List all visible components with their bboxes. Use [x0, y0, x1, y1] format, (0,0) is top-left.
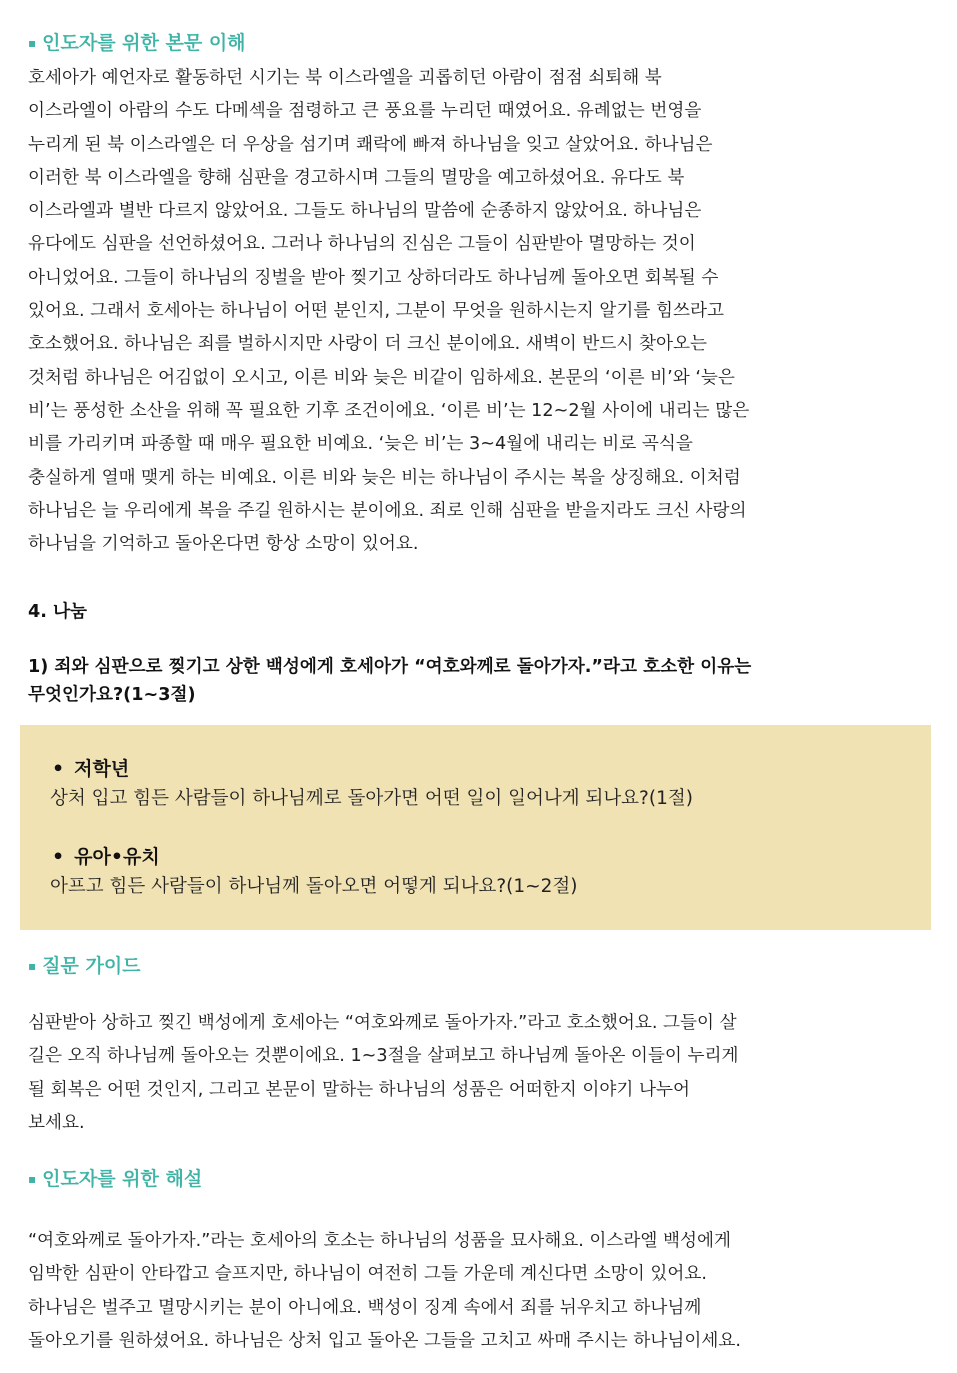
paragraph-line: 것처럼 하나님은 어김없이 오시고, 이른 비와 늦은 비같이 임하세요. 본문의 ‘이른 비’와 ‘늦은	[28, 367, 735, 388]
square-bullet-icon: ▪	[28, 36, 37, 50]
grade-questions-box	[20, 725, 931, 930]
paragraph-line: 하나님은 벌주고 멸망시키는 분이 아니에요. 백성이 징계 속에서 죄를 뉘우치고 하나님께	[28, 1297, 702, 1318]
sharing-heading-text: 4. 나눔	[28, 602, 88, 622]
understanding-paragraph	[28, 62, 938, 561]
paragraph-line: 이스라엘이 아람의 수도 다메섹을 점령하고 큰 풍요를 누리던 때였어요. 유례없는 번영을	[28, 101, 702, 122]
section-title-question-guide	[28, 954, 141, 978]
paragraph-line: 있어요. 그래서 호세아는 하나님이 어떤 분인지, 그분이 무엇을 원하시는지 알기를 힘쓰라고	[28, 301, 724, 322]
square-bullet-icon: ▪	[28, 1172, 37, 1186]
grade-title-lower-elementary	[52, 755, 129, 783]
sharing-question	[28, 653, 938, 709]
grade-title-text: 유아•유치	[74, 846, 160, 868]
paragraph-line: 임박한 심판이 안타깝고 슬프지만, 하나님이 여전히 그들 가운데 계신다면 소망이 있어요.	[28, 1264, 707, 1285]
paragraph-line: 이러한 북 이스라엘을 향해 심판을 경고하시며 그들의 멸망을 예고하셨어요. 유다도 북	[28, 167, 685, 188]
paragraph-line: 아니었어요. 그들이 하나님의 징벌을 받아 찢기고 상하더라도 하나님께 돌아오면 회복될 수	[28, 267, 719, 288]
sharing-heading	[28, 598, 938, 626]
square-bullet-icon: ▪	[28, 959, 37, 973]
grade-question-preschool: 아프고 힘든 사람들이 하나님께 돌아오면 어떻게 되나요?(1~2절)	[50, 876, 578, 897]
paragraph-line: 호세아가 예언자로 활동하던 시기는 북 이스라엘을 괴롭히던 아람이 점점 쇠퇴해 북	[28, 68, 662, 88]
question-guide-paragraph	[28, 1007, 938, 1140]
paragraph-line: 호소했어요. 하나님은 죄를 벌하시지만 사랑이 더 크신 분이에요. 새벽이 반드시 찾아오는	[28, 334, 707, 355]
paragraph-line: 보세요.	[28, 1112, 85, 1133]
paragraph-line: 하나님은 늘 우리에게 복을 주길 원하시는 분이에요. 죄로 인해 심판을 받을지라도 크신 사랑의	[28, 500, 747, 521]
paragraph-line: 누리게 된 북 이스라엘은 더 우상을 섬기며 쾌락에 빠져 하나님을 잊고 살았어요. 하나님은	[28, 134, 713, 155]
section-title-text: 질문 가이드	[42, 955, 141, 977]
grade-title-preschool	[52, 843, 160, 871]
question-line: 무엇인가요?(1~3절)	[28, 685, 196, 705]
bullet-icon: •	[52, 758, 65, 780]
grade-title-text: 저학년	[74, 758, 130, 780]
bullet-icon: •	[52, 846, 65, 868]
paragraph-line: “여호와께로 돌아가자.”라는 호세아의 호소는 하나님의 성품을 묘사해요. 이스라엘 백성에게	[28, 1231, 731, 1251]
question-line: 1) 죄와 심판으로 찢기고 상한 백성에게 호세아가 “여호와께로 돌아가자.”라고 호소한 이유는	[28, 657, 752, 677]
paragraph-line: 비를 가리키며 파종할 때 매우 필요한 비예요. ‘늦은 비’는 3~4월에 내리는 비로 곡식을	[28, 434, 693, 455]
paragraph-line: 비’는 풍성한 소산을 위해 꼭 필요한 기후 조건이에요. ‘이른 비’는 12~2월 사이에 내리는 많은	[28, 400, 750, 421]
paragraph-line: 하나님을 기억하고 돌아온다면 항상 소망이 있어요.	[28, 534, 419, 555]
paragraph-line: 심판받아 상하고 찢긴 백성에게 호세아는 “여호와께로 돌아가자.”라고 호소했어요. 그들이 살	[28, 1013, 737, 1033]
paragraph-line: 돌아오기를 원하셨어요. 하나님은 상처 입고 돌아온 그들을 고치고 싸매 주시는 하나님이세요.	[28, 1330, 741, 1351]
paragraph-line: 유다에도 심판을 선언하셨어요. 그러나 하나님의 진심은 그들이 심판받아 멸망하는 것이	[28, 234, 696, 255]
paragraph-line: 이스라엘과 별반 다르지 않았어요. 그들도 하나님의 말씀에 순종하지 않았어요. 하나님은	[28, 201, 702, 222]
paragraph-line: 충실하게 열매 맺게 하는 비예요. 이른 비와 늦은 비는 하나님이 주시는 복을 상징해요. 이처럼	[28, 467, 741, 488]
section-title-commentary	[28, 1167, 202, 1191]
commentary-paragraph	[28, 1225, 938, 1358]
grade-question-lower-elementary: 상처 입고 힘든 사람들이 하나님께로 돌아가면 어떤 일이 일어나게 되나요?(1절)	[50, 788, 693, 809]
section-title-text: 인도자를 위한 본문 이해	[42, 32, 246, 54]
section-title-understanding	[28, 31, 246, 55]
section-title-text: 인도자를 위한 해설	[42, 1168, 203, 1190]
paragraph-line: 길은 오직 하나님께 돌아오는 것뿐이에요. 1~3절을 살펴보고 하나님께 돌아온 이들이 누리게	[28, 1046, 739, 1067]
paragraph-line: 될 회복은 어떤 것인지, 그리고 본문이 말하는 하나님의 성품은 어떠한지 이야기 나누어	[28, 1079, 690, 1100]
